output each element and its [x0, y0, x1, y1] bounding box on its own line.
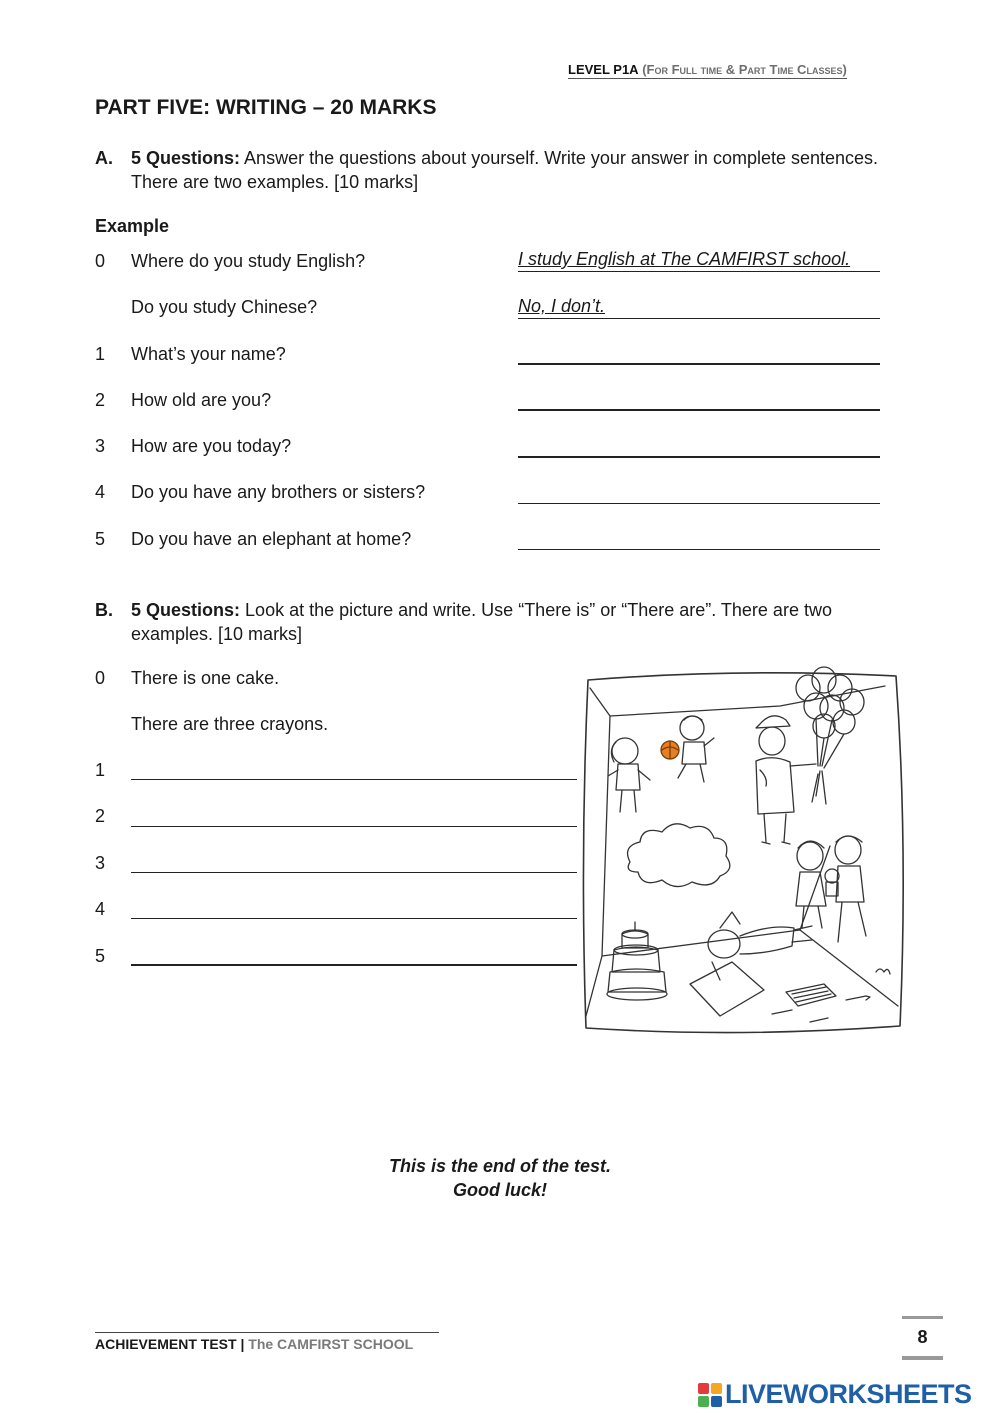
writing-line[interactable] [131, 779, 577, 780]
section-b-body: Look at the picture and write. Use “There is” or “There are”. There are two examples. [10 marks] [131, 600, 832, 644]
end-of-test-text: This is the end of the test. [388, 1156, 612, 1176]
liveworksheets-watermark [697, 1379, 972, 1409]
crayons-drawing [772, 984, 870, 1022]
section-a-body: Answer the questions about yourself. Write your answer in complete sentences. There are two examples. [10 marks] [131, 148, 879, 192]
man-drawing [756, 716, 816, 844]
heart-doodle [876, 969, 890, 974]
answer-field[interactable] [518, 341, 880, 365]
question-text: Where do you study English? [131, 251, 366, 271]
example-label: Example [95, 216, 170, 236]
question-number: 0 [95, 251, 106, 271]
liveworksheets-logo-icon [697, 1382, 723, 1408]
question-text: Do you have an elephant at home? [131, 529, 412, 549]
example-number: 0 [95, 668, 106, 688]
question-text: What’s your name? [131, 344, 286, 364]
page-number: 8 [902, 1316, 943, 1360]
section-b-text [131, 598, 891, 646]
line-number: 5 [95, 946, 106, 966]
section-a-bold: 5 Questions: [131, 148, 241, 168]
children-with-teddy-drawing [796, 836, 866, 942]
question-text: Do you study Chinese? [131, 297, 318, 317]
writing-line[interactable] [131, 964, 577, 966]
section-b-instructions [95, 598, 895, 648]
footer-school-label: The CAMFIRST SCHOOL [248, 1336, 414, 1352]
question-number: 1 [95, 344, 106, 364]
question-text: How old are you? [131, 390, 272, 410]
writing-line[interactable] [131, 918, 577, 919]
question-number: 4 [95, 482, 106, 502]
line-number: 4 [95, 899, 106, 919]
girl-drawing [608, 738, 650, 812]
section-a-text [131, 146, 891, 194]
page-title: PART FIVE: WRITING – 20 MARKS [95, 96, 437, 119]
answer-field[interactable] [518, 387, 880, 411]
section-b-bold: 5 Questions: [131, 600, 241, 620]
question-text: How are you today? [131, 436, 292, 456]
party-scene-illustration [580, 666, 906, 1034]
question-text: Do you have any brothers or sisters? [131, 482, 426, 502]
line-number: 3 [95, 853, 106, 873]
line-number: 1 [95, 760, 106, 780]
section-a-instructions [95, 146, 895, 196]
line-number: 2 [95, 806, 106, 826]
section-b-letter: B. [95, 600, 113, 620]
liveworksheets-brand: LIVEWORKSHEETS [725, 1379, 972, 1409]
answer-field[interactable]: I study English at The CAMFIRST school. [518, 249, 880, 272]
example-sentence: There are three crayons. [131, 714, 329, 734]
level-label: LEVEL P1A [568, 62, 639, 77]
example-sentence: There is one cake. [131, 668, 280, 688]
classes-label: (For Full time & Part Time Classes) [642, 62, 847, 77]
question-number: 5 [95, 529, 106, 549]
cloud-drawing [628, 824, 730, 887]
writing-line[interactable] [131, 826, 577, 827]
answer-field[interactable] [518, 481, 880, 504]
balloons-drawing [796, 667, 864, 804]
answer-field[interactable] [518, 527, 880, 550]
answer-field[interactable]: No, I don’t. [518, 296, 880, 319]
boy-kicking-drawing [678, 716, 714, 782]
answer-field[interactable] [518, 434, 880, 458]
question-number: 2 [95, 390, 106, 410]
writing-line[interactable] [131, 872, 577, 873]
page-header [568, 62, 847, 79]
good-luck-text: Good luck! [453, 1180, 547, 1200]
question-number: 3 [95, 436, 106, 456]
page-footer [95, 1332, 439, 1352]
section-a-letter: A. [95, 148, 113, 168]
cake-drawing [607, 922, 667, 1000]
footer-test-label: ACHIEVEMENT TEST | [95, 1336, 245, 1352]
